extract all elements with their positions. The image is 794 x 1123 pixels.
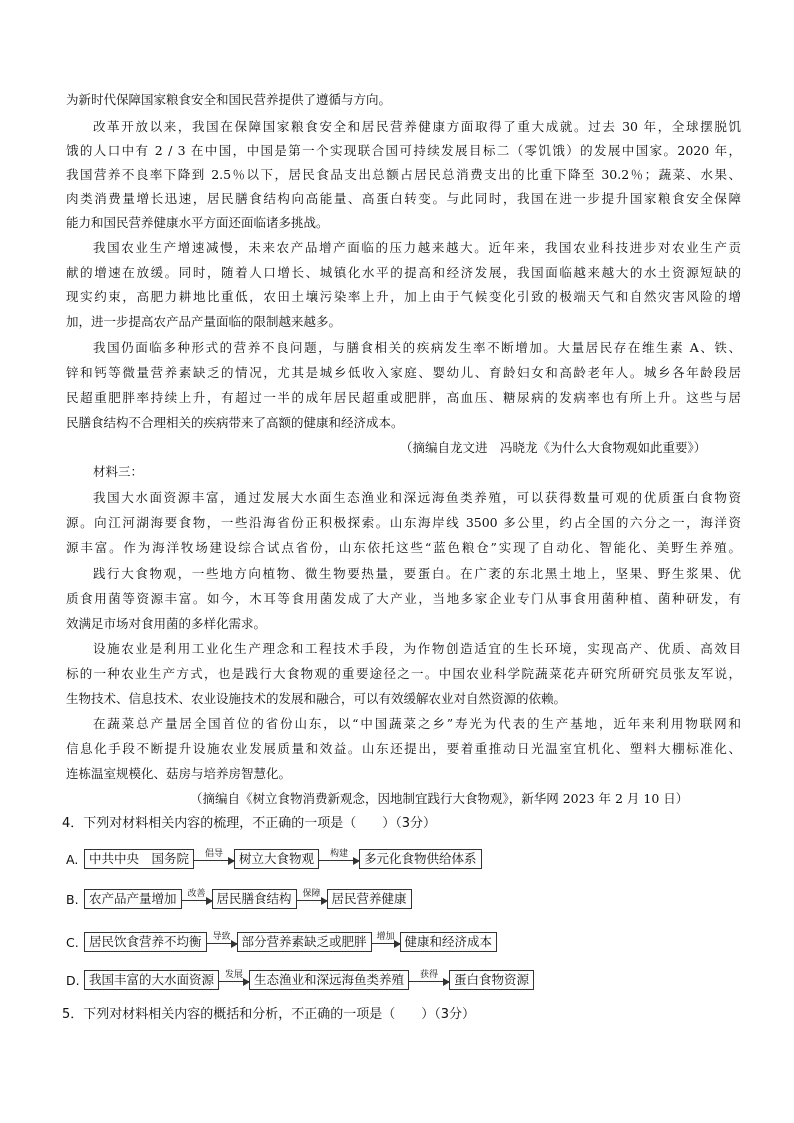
option-letter: C. xyxy=(66,934,79,950)
text-line: 现实约束，高肥力耕地比重低，农田土壤污染率上升，加上由于气候变化引致的极端天气和自然灾害风险的增 xyxy=(66,289,741,304)
arrow-label: 获得 xyxy=(420,970,439,980)
arrow-right-icon xyxy=(297,900,327,901)
option-d[interactable] xyxy=(66,968,534,992)
option-letter: D. xyxy=(66,972,80,988)
flow-node: 农产品产量增加 xyxy=(84,889,182,909)
text-line: 信息化手段不断提升设施农业发展质量和效益。山东还提出，要着重推动日光温室宜机化、塑料大棚标准化、 xyxy=(66,741,741,756)
flow-node: 中共中央 国务院 xyxy=(84,849,194,869)
flow-node: 居民膳食结构 xyxy=(212,889,297,909)
text-line: 践行大食物观，一些地方向植物、微生物要热量，要蛋白。在广袤的东北黑土地上，坚果、野生浆果、优 xyxy=(93,566,741,581)
flow-arrow xyxy=(372,932,400,952)
text-line: 我国大水面资源丰富，通过发展大水面生态渔业和深远海鱼类养殖，可以获得数量可观的优质蛋白食物资 xyxy=(93,490,741,505)
text-line: 设施农业是利用工业化生产理念和工程技术手段，为作物创造适宜的生长环境，实现高产、优质、高效目 xyxy=(93,641,741,656)
arrow-label: 改善 xyxy=(187,889,206,899)
flow-arrow xyxy=(207,932,237,952)
flow-node: 蛋白食物资源 xyxy=(449,970,534,990)
arrow-label: 增加 xyxy=(376,932,395,942)
source-citation: （摘编自《树立食物消费新观念，因地制宜践行大食物观》，新华网 2023 年 2 月 10 日） xyxy=(190,791,689,806)
arrow-right-icon xyxy=(182,900,212,901)
material-heading: 材料三： xyxy=(93,464,144,479)
source-citation: （摘编自龙文进 冯晓龙《为什么大食物观如此重要》） xyxy=(400,440,707,455)
arrow-label: 构建 xyxy=(330,849,349,859)
arrow-label: 保障 xyxy=(302,889,321,899)
flow-node: 居民营养健康 xyxy=(327,889,412,909)
text-line: 民膳食结构不合理相关的疾病带来了高额的健康和经济成本。 xyxy=(66,415,404,430)
flow-arrow xyxy=(182,889,212,909)
flow-node: 多元化食物供给体系 xyxy=(359,849,482,869)
text-line: 能力和国民营养健康水平方面还面临诸多挑战。 xyxy=(66,215,329,230)
text-line: 为新时代保障国家粮食安全和国民营养提供了遵循与方向。 xyxy=(66,92,392,107)
text-line: 民超重肥胖率持续上升，有超过一半的成年居民超重或肥胖，高血压、糖尿病的发病率也有所上升。这些与居 xyxy=(66,390,741,405)
text-line: 我国仍面临多种形式的营养不良问题，与膳食相关的疾病发生率不断增加。大量居民存在维生素 A、铁、 xyxy=(93,340,741,355)
flow-node: 健康和经济成本 xyxy=(400,932,498,952)
arrow-label: 导致 xyxy=(212,932,231,942)
question-5-stem: 5．下列对材料相关内容的概括和分析，不正确的一项是（ ）（3分） xyxy=(62,1007,476,1022)
option-letter: A. xyxy=(66,851,79,867)
flow-node: 部分营养素缺乏或肥胖 xyxy=(237,932,372,952)
arrow-right-icon xyxy=(372,943,400,944)
option-a[interactable] xyxy=(66,847,482,871)
flow-arrow xyxy=(409,970,449,990)
flow-arrow xyxy=(194,849,234,869)
option-letter: B. xyxy=(66,891,79,907)
text-line: 效满足市场对食用菌的多样化需求。 xyxy=(66,616,267,631)
arrow-right-icon xyxy=(207,943,237,944)
flow-node: 生态渔业和深远海鱼类养殖 xyxy=(249,970,409,990)
question-4-stem: 4．下列对材料相关内容的梳理，不正确的一项是（ ）（3分） xyxy=(62,816,437,831)
text-line: 我国农业生产增速减慢，未来农产品增产面临的压力越来越大。近年来，我国农业科技进步对农业生产贡 xyxy=(93,240,741,255)
text-line: 锌和钙等微量营养素缺乏的情况，尤其是城乡低收入家庭、婴幼儿、育龄妇女和高龄老年人。城乡各年龄段居 xyxy=(66,365,741,380)
text-line: 连栋温室规模化、菇房与培养房智慧化。 xyxy=(66,766,292,781)
arrow-label: 发展 xyxy=(225,970,244,980)
text-line: 标的一种农业生产方式，也是践行大食物观的重要途径之一。中国农业科学院蔬菜花卉研究所研究员张友军说， xyxy=(66,666,741,681)
flow-arrow xyxy=(319,849,359,869)
arrow-label: 倡导 xyxy=(205,849,224,859)
text-line: 源。向江河湖海要食物，一些沿海省份正积极探索。山东海岸线 3500 多公里，约占全国的六分之一，海洋资 xyxy=(66,515,741,530)
flow-node: 树立大食物观 xyxy=(234,849,319,869)
text-line: 改革开放以来，我国在保障国家粮食安全和居民营养健康方面取得了重大成就。过去 30 年，全球摆脱饥 xyxy=(93,119,741,134)
arrow-right-icon xyxy=(219,981,249,982)
text-line: 肉类消费量增长迅速，居民膳食结构向高能量、高蛋白转变。与此同时，我国在进一步提升国家粮食安全保障 xyxy=(66,191,741,206)
option-c[interactable] xyxy=(66,930,497,954)
arrow-right-icon xyxy=(409,981,449,982)
flow-arrow xyxy=(219,970,249,990)
text-line: 我国营养不良率下降到 2.5％以下，居民食品支出总额占居民总消费支出的比重下降至 30.2％；蔬菜、水果、 xyxy=(66,167,741,182)
text-line: 质食用菌等资源丰富。如今，木耳等食用菌发成了大产业，当地多家企业专门从事食用菌种植、菌种研发，有 xyxy=(66,591,741,606)
text-line: 生物技术、信息技术、农业设施技术的发展和融合，可以有效缓解农业对自然资源的依赖。 xyxy=(66,691,567,706)
text-line: 加，进一步提高农产品产量面临的限制越来越多。 xyxy=(66,314,342,329)
text-line: 献的增速在放缓。同时，随着人口增长、城镇化水平的提高和经济发展，我国面临越来越大的水土资源短缺的 xyxy=(66,265,741,280)
option-b[interactable] xyxy=(66,887,412,911)
text-line: 源丰富。作为海洋牧场建设综合试点省份，山东依托这些“蓝色粮仓”实现了自动化、智能化、美野生养殖。 xyxy=(66,540,741,555)
flow-node: 我国丰富的大水面资源 xyxy=(84,970,219,990)
arrow-right-icon xyxy=(319,860,359,861)
flow-arrow xyxy=(297,889,327,909)
text-line: 饿的人口中有 2 / 3 在中国，中国是第一个实现联合国可持续发展目标二（零饥饿）的发展中国家。2020 年， xyxy=(66,143,741,158)
flow-node: 居民饮食营养不均衡 xyxy=(84,932,207,952)
text-line: 在蔬菜总产量居全国首位的省份山东，以“中国蔬菜之乡”寿光为代表的生产基地，近年来利用物联网和 xyxy=(93,716,741,731)
arrow-right-icon xyxy=(194,860,234,861)
